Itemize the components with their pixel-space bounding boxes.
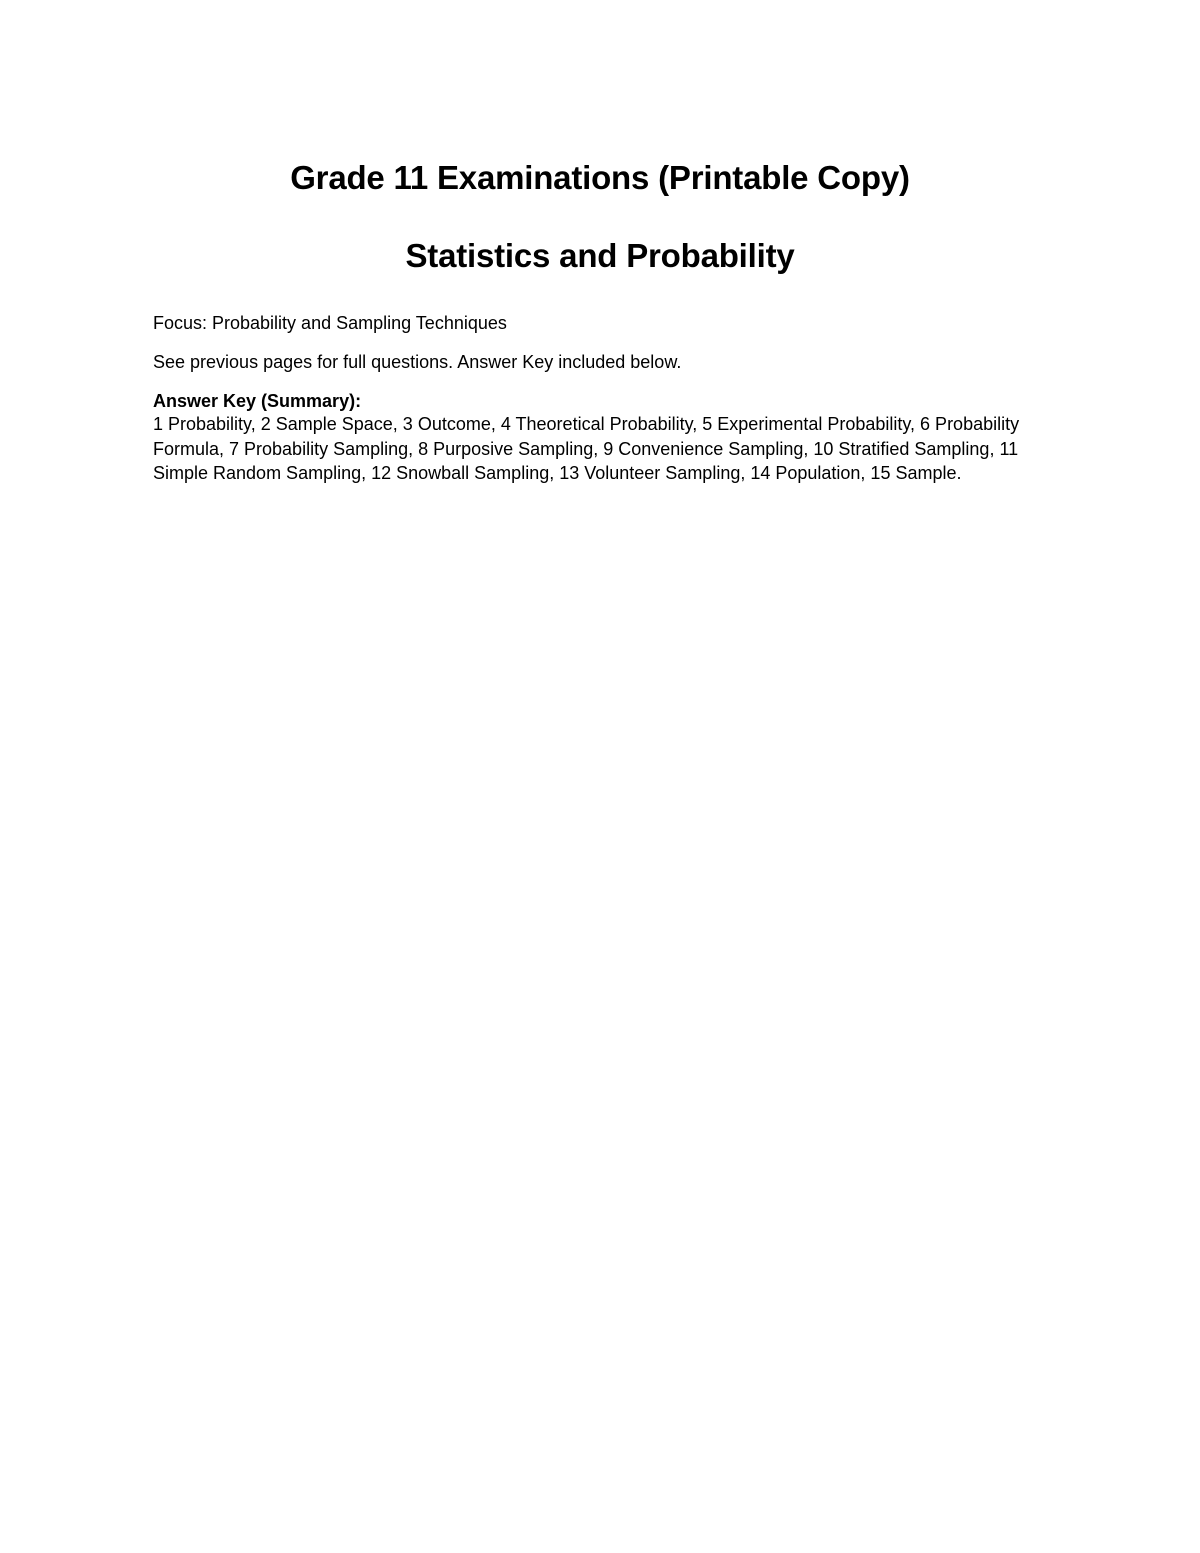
note-line: See previous pages for full questions. Answer Key included below.: [153, 352, 682, 372]
focus-line: Focus: Probability and Sampling Techniques: [153, 313, 507, 333]
answer-key-body: 1 Probability, 2 Sample Space, 3 Outcome, 4 Theoretical Probability, 5 Experimental Probability, 6 Probability Formula, 7 Probability Sampling, 8 Purposive Sampling, 9 Convenience Sampling, 10 Stratified Sampling, 11 Simple Random Sampling, 12 Snowball Sampling, 13 Volunteer Sampling, 14 Population, 15 Sample.: [153, 414, 1020, 483]
document-title: Grade 11 Examinations (Printable Copy): [290, 159, 910, 196]
document-subtitle: Statistics and Probability: [405, 237, 795, 274]
answer-key-heading: Answer Key (Summary):: [153, 391, 362, 411]
answer-key-section: [153, 390, 1043, 486]
